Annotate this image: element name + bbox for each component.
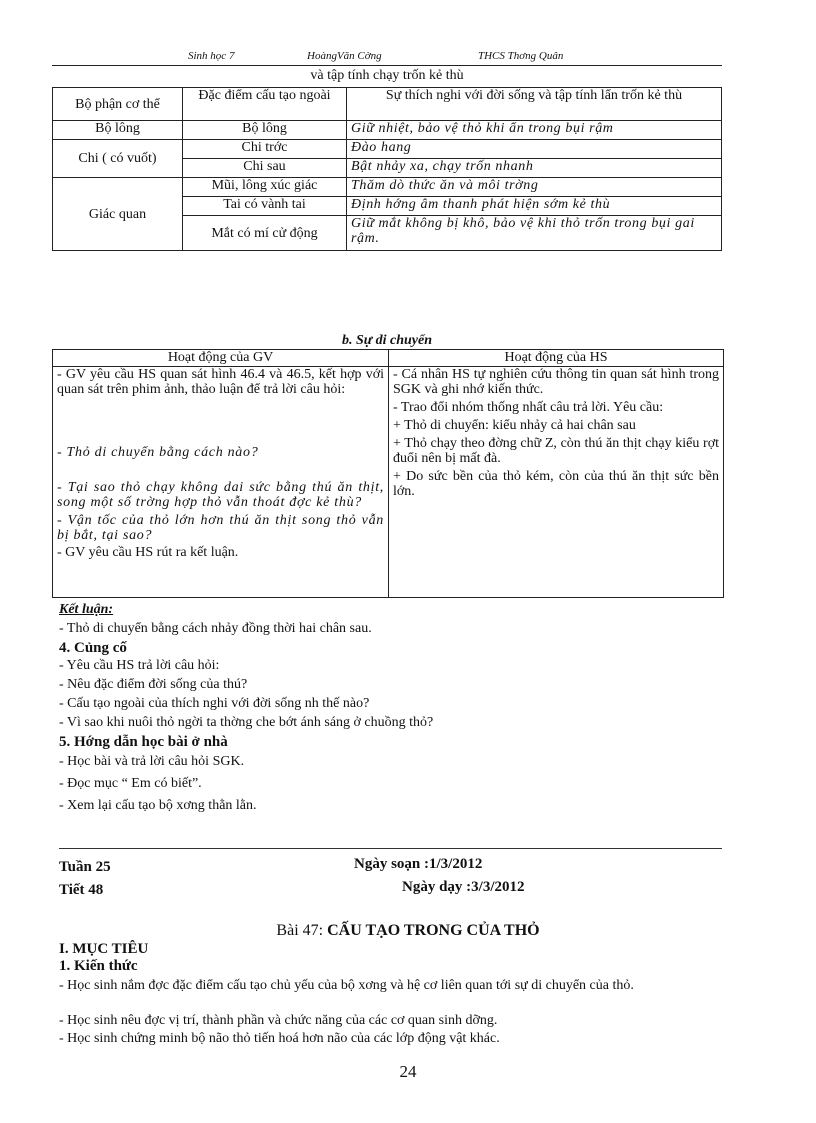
gv-item: - GV yêu cầu HS rút ra kết luận. [57,545,239,560]
hs-item: - Trao đổi nhóm thống nhất câu trả lời. Yêu cầu: [393,400,664,415]
objectives-subheading: 1. Kiến thức [59,958,138,974]
feature-cell: Mũi, lông xúc giác [183,178,347,197]
page-number: 24 [399,1062,417,1081]
table-header-row [53,88,722,121]
header-cell: Bộ phận cơ thể [53,88,183,121]
homework-item: - Học bài và trả lời câu hỏi SGK. [59,754,245,769]
hs-item: - Cá nhân HS tự nghiên cứu thông tin quan sát hình trong SGK và ghi nhớ kiến thức. [393,367,719,397]
page-header [52,50,722,64]
header-cell: Đặc điểm cấu tạo ngoài [183,88,347,121]
gv-item: - Vận tốc của thỏ lớn hơn thú ăn thịt song thỏ vẫn bị bắt, tại sao? [57,513,384,543]
table-row [53,178,722,197]
adapt-cell: Định hớng âm thanh phát hiện sớm kẻ thù [347,197,722,216]
header-cell: Sự thích nghi với đời sống và tập tính lẩn trốn kẻ thù [347,88,722,121]
table-row [53,140,722,159]
hs-item: + Thỏ chạy theo đờng chữ Z, còn thú ăn thịt chạy kiểu rợt đuổi nên bị mất đà. [393,436,719,466]
lesson-title [0,922,816,940]
header-subject: Sinh học 7 [188,50,235,62]
adapt-cell: Bật nhảy xa, chạy trốn nhanh [347,159,722,178]
consolidation-item: - Yêu cầu HS trả lời câu hỏi: [59,658,220,673]
feature-cell: Mắt có mí cử động [183,216,347,251]
feature-cell: Tai có vành tai [183,197,347,216]
week-label: Tuần 25 [59,859,111,875]
consolidation-item: - Vì sao khi nuôi thỏ ngời ta thờng che bớt ánh sáng ở chuồng thỏ? [59,715,434,730]
prep-date: Ngày soạn :1/3/2012 [354,856,483,872]
activity-table [52,349,724,598]
hs-item: + Thỏ di chuyển: kiểu nhảy cả hai chân sau [393,418,636,433]
table-row [53,121,722,140]
feature-cell: Chi trớc [183,140,347,159]
consolidation-heading: 4. Củng cố [59,640,127,656]
lesson-title-text: CẤU TẠO TRONG CỦA THỎ [327,922,540,939]
consolidation-item: - Cấu tạo ngoài của thích nghi với đời sống nh thế nào? [59,696,370,711]
part-cell: Giác quan [53,178,183,251]
hs-item: + Do sức bền của thỏ kém, còn của thú ăn thịt sức bền lớn. [393,469,719,499]
header-teacher: HoàngVăn Cờng [307,50,382,62]
period-label: Tiết 48 [59,882,104,898]
table-header-row [53,350,724,367]
part-cell: Chi ( có vuốt) [53,140,183,178]
homework-heading: 5. Hớng dẫn học bài ở nhà [59,734,228,750]
feature-cell: Chi sau [183,159,347,178]
adapt-cell: Giữ mắt không bị khô, bảo vệ khi thỏ trốn trong bụi gai rậm. [347,216,722,251]
gv-item: - Thỏ di chuyển bằng cách nào? [57,445,259,460]
table1-caption: và tập tính chạy trốn kẻ thù [310,68,464,83]
header-cell: Hoạt động của GV [53,350,389,367]
header-school: THCS Thơng Quân [478,50,564,62]
header-divider [52,65,722,66]
feature-cell: Bộ lông [183,121,347,140]
gv-item: - Tại sao thỏ chạy không dai sức bằng thú ăn thịt, song một số trờng hợp thỏ vẫn thoát đợc kẻ thù? [57,480,384,510]
lesson-title-prefix: Bài 47: [276,922,324,939]
adapt-cell: Giữ nhiệt, bảo vệ thỏ khi ẩn trong bụi rậm [347,121,722,140]
adaptation-table [52,87,722,251]
gv-cell [53,367,389,598]
adapt-cell: Đào hang [347,140,722,159]
teach-date: Ngày dạy :3/3/2012 [402,879,525,895]
table2-caption: b. Sự di chuyển [341,333,433,348]
adapt-cell: Thăm dò thức ăn và môi trờng [347,178,722,197]
homework-item: - Xem lại cấu tạo bộ xơng thằn lằn. [59,798,257,813]
objective-item: - Học sinh nắm đợc đặc điểm cấu tạo chủ yếu của bộ xơng và hệ cơ liên quan tới sự di chuyển của thỏ. [59,978,634,993]
section-divider [59,848,722,849]
part-cell: Bộ lông [53,121,183,140]
homework-item: - Đọc mục “ Em có biết”. [59,776,202,791]
objective-item: - Học sinh nêu đợc vị trí, thành phần và chức năng của các cơ quan sinh dỡng. [59,1013,498,1028]
table-row [53,367,724,598]
conclusion-text: - Thỏ di chuyển bằng cách nhảy đồng thời hai chân sau. [59,621,372,636]
hs-cell [389,367,724,598]
objective-item: - Học sinh chứng minh bộ não thỏ tiến hoá hơn não của các lớp động vật khác. [59,1031,500,1046]
header-cell: Hoạt động của HS [389,350,724,367]
conclusion-label: Kết luận: [59,602,114,617]
objectives-heading: I. MỤC TIÊU [59,941,149,957]
gv-item: - GV yêu cầu HS quan sát hình 46.4 và 46.5, kết hợp với quan sát trên phim ảnh, thảo luận để trả lời câu hỏi: [57,367,384,397]
consolidation-item: - Nêu đặc điểm đời sống của thú? [59,677,248,692]
